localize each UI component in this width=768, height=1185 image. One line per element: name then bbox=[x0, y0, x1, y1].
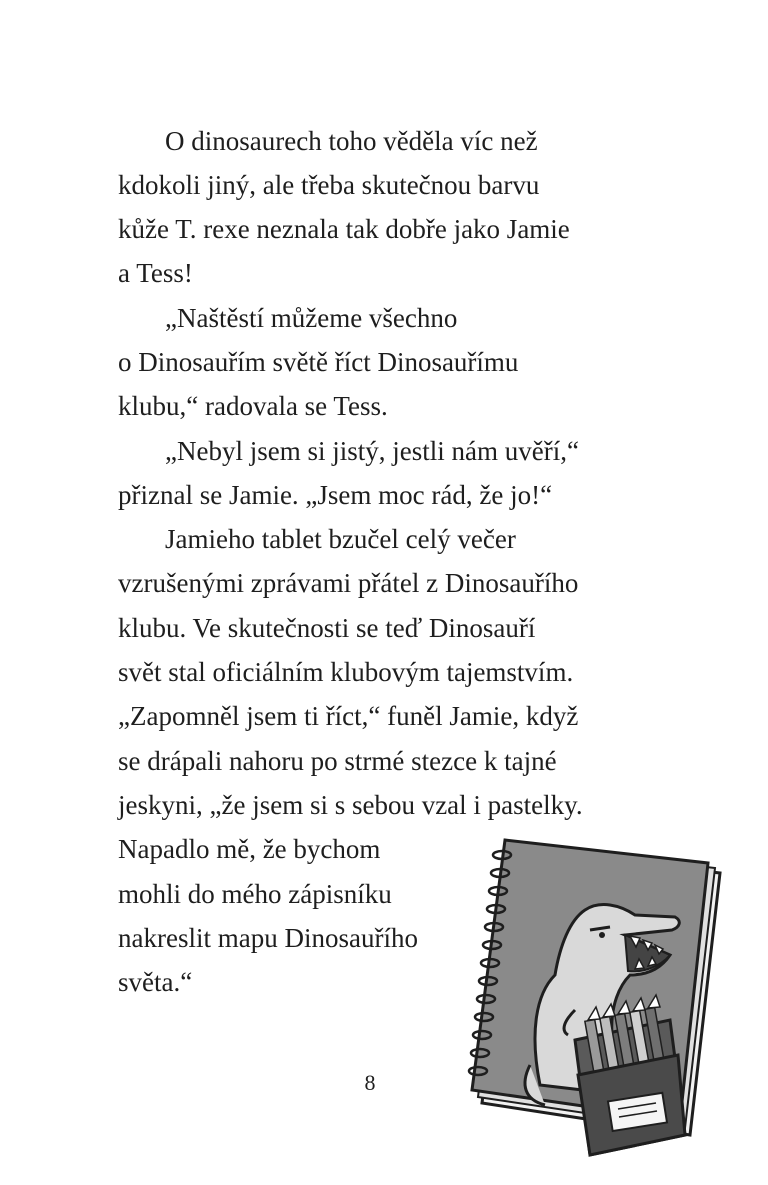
text-line: „Zapomněl jsem ti říct,“ funěl Jamie, když bbox=[118, 701, 579, 731]
text-line: přiznal se Jamie. „Jsem moc rád, že jo!“ bbox=[118, 480, 553, 510]
text-line: světa.“ bbox=[118, 967, 193, 997]
page-number: 8 bbox=[364, 1070, 376, 1095]
text-line: kdokoli jiný, ale třeba skutečnou barvu bbox=[118, 170, 540, 200]
text-line: nakreslit mapu Dinosauřího bbox=[118, 923, 418, 953]
text-line: klubu,“ radovala se Tess. bbox=[118, 391, 388, 421]
text-line: „Naštěstí můžeme všechno bbox=[165, 303, 458, 333]
text-line: klubu. Ve skutečnosti se teď Dinosauří bbox=[118, 613, 536, 643]
text-line: Napadlo mě, že bychom bbox=[118, 834, 381, 864]
text-line: mohli do mého zápisníku bbox=[118, 879, 392, 909]
text-line: kůže T. rexe neznala tak dobře jako Jamie bbox=[118, 214, 570, 244]
text-line: o Dinosauřím světě říct Dinosauřímu bbox=[118, 347, 519, 377]
notebook-with-t-rex-and-pencil-case-illustration bbox=[460, 835, 730, 1180]
text-line: a Tess! bbox=[118, 258, 193, 288]
text-line: se drápali nahoru po strmé stezce k tajné bbox=[118, 746, 557, 776]
text-line: „Nebyl jsem si jistý, jestli nám uvěří,“ bbox=[165, 436, 579, 466]
text-line: O dinosaurech toho věděla víc než bbox=[165, 126, 538, 156]
text-line: svět stal oficiálním klubovým tajemstvím. bbox=[118, 657, 574, 687]
text-line: Jamieho tablet bzučel celý večer bbox=[165, 524, 516, 554]
text-line: jeskyni, „že jsem si s sebou vzal i pastelky. bbox=[118, 790, 583, 820]
text-line: vzrušenými zprávami přátel z Dinosauřího bbox=[118, 568, 579, 598]
